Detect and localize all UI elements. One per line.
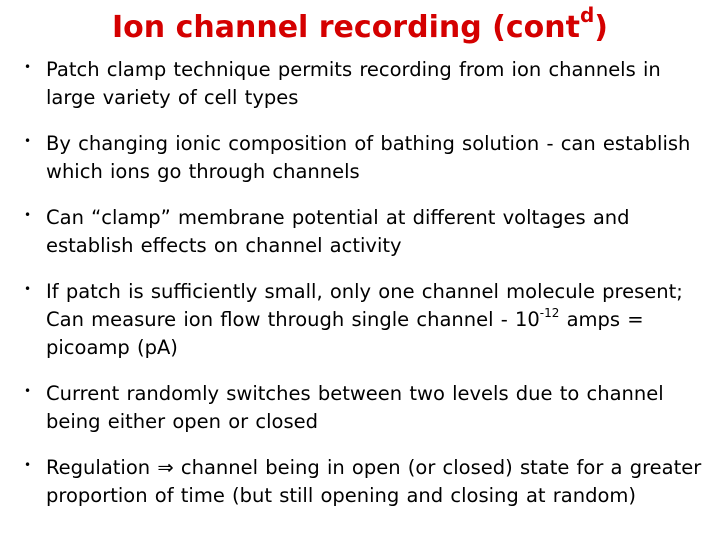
bullet-item	[14, 56, 708, 112]
bullet-text: Patch clamp technique permits recording from ion channels in large variety of cell types	[46, 58, 661, 109]
bullet-item	[14, 380, 708, 436]
bullet-text: By changing ionic composition of bathing solution - can establish which ions go through channels	[46, 132, 691, 183]
slide-title-main: Ion channel recording (cont	[112, 10, 580, 45]
bullet-item	[14, 130, 708, 186]
bullet-text: Can “clamp” membrane potential at different voltages and establish effects on channel activity	[46, 206, 630, 257]
slide-title	[0, 3, 720, 48]
bullet-text-after: amps = picoamp (pA)	[46, 308, 644, 359]
bullet-dot-icon: •	[24, 60, 32, 74]
bullet-dot-icon: •	[24, 458, 32, 472]
bullet-list	[14, 56, 708, 528]
bullet-item	[14, 204, 708, 260]
bullet-item	[14, 454, 708, 510]
slide-title-superscript: d	[579, 3, 595, 27]
bullet-dot-icon: •	[24, 384, 32, 398]
slide-title-close: )	[594, 10, 608, 45]
bullet-text: Regulation ⇒ channel being in open (or closed) state for a greater proportion of time (but still opening and closing at random)	[46, 456, 702, 507]
bullet-dot-icon: •	[24, 134, 32, 148]
bullet-text	[46, 280, 683, 359]
bullet-item	[14, 278, 708, 362]
bullet-text: Current randomly switches between two levels due to channel being either open or closed	[46, 382, 664, 433]
bullet-dot-icon: •	[24, 282, 32, 296]
bullet-exponent: -12	[539, 305, 560, 320]
bullet-dot-icon: •	[24, 208, 32, 222]
bullet-text-before: If patch is sufficiently small, only one channel molecule present; Can measure ion flow through single channel - 10	[46, 280, 683, 331]
